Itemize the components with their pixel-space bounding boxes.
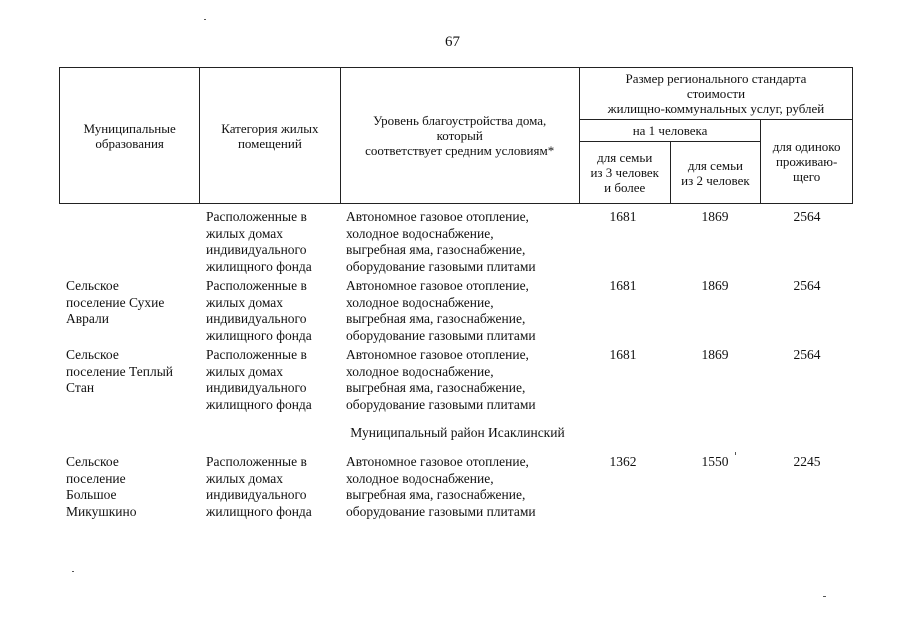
municipality-cell [66,454,200,520]
level-line: выгребная яма, газоснабжение, [346,242,526,258]
header-level-line: Уровень благоустройства дома, [373,113,547,128]
header-single-line: щего [792,169,821,184]
header-category-line: Категория жилых [221,120,319,136]
value-family2: 1869 [701,209,729,224]
value-family3: 1681 [609,278,637,293]
value-single: 2564 [793,209,821,224]
category-line: жилых домах [206,294,284,310]
header-municipal [60,68,200,204]
level-cell [346,454,574,520]
level-line: оборудование газовыми плитами [346,327,536,343]
scan-speck [204,19,206,20]
header-family3-line: и более [604,180,646,195]
value-family3: 1681 [609,347,637,362]
category-line: индивидуального [206,380,307,396]
header-standard-line: жилищно-коммунальных услуг, рублей [607,101,825,116]
value-family2: 1869 [701,347,729,362]
header-category [200,68,340,204]
category-cell [206,454,340,520]
value-single: 2564 [793,347,821,362]
municipality-line: поселение Теплый [66,363,173,379]
header-family3-line: из 3 человек [590,165,659,180]
header-family2-line: из 2 человек [681,172,750,188]
scan-speck [735,452,736,455]
header-municipal-line: Муниципальные [83,120,176,136]
category-line: жилых домах [206,363,284,379]
category-line: индивидуального [206,487,307,503]
value-family3: 1681 [609,209,637,224]
level-line: Автономное газовое отопление, [346,347,529,362]
municipality-line: поселение [66,470,126,486]
category-line: жилищного фонда [206,503,312,519]
value-single: 2564 [793,278,821,293]
category-line: Расположенные в [206,347,307,362]
header-standard-line: стоимости [686,86,746,101]
header-level [340,68,579,204]
municipality-line: Микушкино [66,503,137,519]
level-line: выгребная яма, газоснабжение, [346,380,526,396]
level-line: оборудование газовыми плитами [346,503,536,519]
level-cell [346,209,574,275]
municipality-line: Стан [66,380,95,396]
level-line: оборудование газовыми плитами [346,396,536,412]
municipality-cell [66,347,200,397]
category-line: жилищного фонда [206,258,312,274]
header-standard-line: Размер регионального стандарта [625,71,807,86]
municipality-line: Большое [66,487,117,503]
table-header [59,67,853,204]
header-per-person: на 1 человека [579,120,760,142]
municipality-line: Аврали [66,311,109,327]
municipality-line: Сельское [66,347,119,362]
level-line: Автономное газовое отопление, [346,278,529,293]
level-line: холодное водоснабжение, [346,470,494,486]
level-line: выгребная яма, газоснабжение, [346,487,526,503]
header-single [761,120,853,204]
category-line: индивидуального [206,242,307,258]
value-single: 2245 [793,454,821,469]
level-line: холодное водоснабжение, [346,225,494,241]
header-category-line: помещений [237,135,302,151]
level-cell [346,347,574,413]
scan-speck [72,571,74,572]
category-line: Расположенные в [206,278,307,293]
value-family2: 1550 [701,454,729,469]
header-family2 [670,142,761,204]
category-cell [206,347,340,413]
municipality-line: Сельское [66,454,119,469]
header-family3 [579,142,670,204]
category-line: жилищного фонда [206,327,312,343]
level-cell [346,278,574,344]
header-single-line: для одиноко [772,139,841,154]
level-line: выгребная яма, газоснабжение, [346,311,526,327]
category-line: жилых домах [206,470,284,486]
municipality-line: Сельское [66,278,119,293]
value-family3: 1362 [609,454,637,469]
district-heading: Муниципальный район Исаклинский [350,425,565,440]
category-line: жилищного фонда [206,396,312,412]
value-family2: 1869 [701,278,729,293]
category-line: индивидуального [206,311,307,327]
header-level-line: соответствует средним условиям* [365,143,555,158]
level-line: оборудование газовыми плитами [346,258,536,274]
level-line: Автономное газовое отопление, [346,454,529,469]
level-line: Автономное газовое отопление, [346,209,529,224]
page-number: 67 [445,34,460,50]
header-municipal-line: образования [95,135,164,151]
level-line: холодное водоснабжение, [346,294,494,310]
category-line: Расположенные в [206,209,307,224]
scan-speck [823,596,826,597]
header-family3-line: для семьи [597,150,653,165]
category-cell [206,209,340,275]
category-line: жилых домах [206,225,284,241]
municipality-cell [66,278,200,328]
header-single-line: проживаю- [775,154,838,169]
category-line: Расположенные в [206,454,307,469]
municipality-line: поселение Сухие [66,294,165,310]
header-family2-line: для семьи [687,157,743,173]
level-line: холодное водоснабжение, [346,363,494,379]
header-standard [579,68,852,120]
header-level-line: который [436,128,483,143]
category-cell [206,278,340,344]
